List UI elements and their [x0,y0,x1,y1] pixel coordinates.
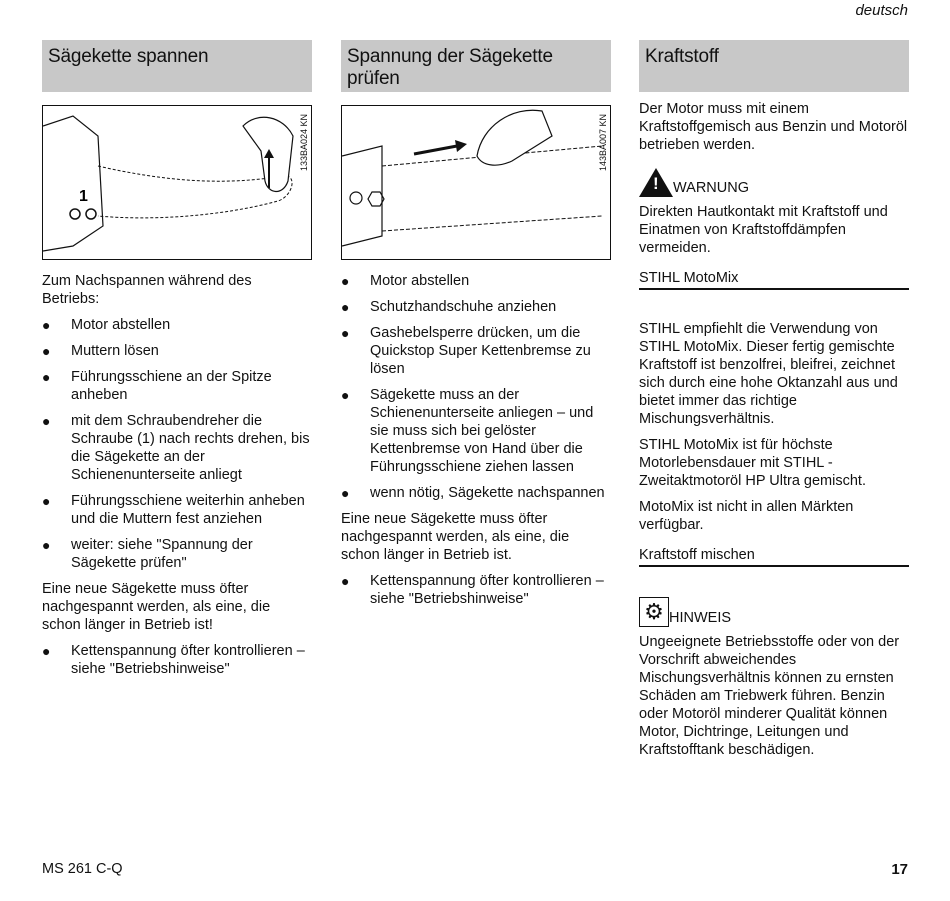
list-item: ● Motor abstellen [341,272,611,290]
list-item: ● Sägekette muss an der Schienenunterseite anliegen – und sie muss sich bei gelöster Kettenbremse von Hand über die Führungsschiene ziehen lassen [341,386,611,476]
warning-icon: ! [639,168,673,197]
steps-list-2 [341,572,611,608]
list-item: ● Muttern lösen [42,342,312,360]
intro-text: Zum Nachspannen während des Betriebs: [42,273,252,307]
subheading-fuel-mixing: Kraftstoff mischen [639,546,909,567]
steps-list [42,316,312,572]
chain-tensioning-illustration [43,106,311,258]
figure-check-tension [341,105,611,260]
section-title: Kraftstoff [639,40,909,92]
section-chain-tensioning [42,40,312,686]
steps-list [341,272,611,502]
subheading-motomix: STIHL MotoMix [639,269,909,290]
section-fuel [639,40,909,767]
list-item: ● Kettenspannung öfter kontrollieren – siehe "Betriebshinweise" [42,642,312,678]
section-title: Spannung der Sägekette prüfen [341,40,611,92]
paragraph: STIHL MotoMix ist für höchste Motorlebensdauer mit STIHL - Zweitaktmotoröl HP Ultra gemischt. [639,437,866,489]
warning-heading [639,168,909,197]
warning-label: WARNUNG [673,180,749,196]
intro-text: Der Motor muss mit einem Kraftstoffgemisch aus Benzin und Motoröl betrieben werden. [639,101,908,153]
note-text: Eine neue Sägekette muss öfter nachgespannt werden, als eine, die schon länger in Betrieb ist! [42,581,271,633]
figure-code: 133BA024 KN [299,114,309,172]
list-item: ● mit dem Schraubendreher die Schraube (1) nach rechts drehen, bis die Sägekette an der Schienenunterseite anliegt [42,412,312,484]
section-title: Sägekette spannen [42,40,312,92]
model-label: MS 261 C-Q [42,861,123,877]
paragraph: STIHL empfiehlt die Verwendung von STIHL MotoMix. Dieser fertig gemischte Kraftstoff ist benzolfrei, bleifrei, zeichnet sich durch eine hohe Oktanzahl aus und bietet immer das richtige Mischungsverhältnis. [639,321,898,427]
notice-text: Ungeeignete Betriebsstoffe oder von der Vorschrift abweichendes Mischungsverhältnis können zu ernsten Schäden am Triebwerk führen. Benzin oder Motoröl minderer Qualität können Motor, Dichtringe, Leitungen und Kraftstofftank beschädigen. [639,634,900,758]
list-item: ● Führungsschiene an der Spitze anheben [42,368,312,404]
notice-label: HINWEIS [669,610,732,626]
notice-heading [639,597,909,627]
steps-list-2 [42,642,312,678]
page-number: 17 [891,861,908,878]
figure-chain-tensioning [42,105,312,260]
paragraph: MotoMix ist nicht in allen Märkten verfügbar. [639,499,854,533]
list-item: ● wenn nötig, Sägekette nachspannen [341,484,611,502]
list-item: ● Schutzhandschuhe anziehen [341,298,611,316]
figure-callout-1: 1 [79,188,88,205]
list-item: ● Motor abstellen [42,316,312,334]
list-item: ● Kettenspannung öfter kontrollieren – siehe "Betriebshinweise" [341,572,611,608]
list-item: ● Führungsschiene weiterhin anheben und die Muttern fest anziehen [42,492,312,528]
list-item: ● Gashebelsperre drücken, um die Quickstop Super Kettenbremse zu lösen [341,324,611,378]
section-check-tension [341,40,611,616]
list-item: ● weiter: siehe "Spannung der Sägekette prüfen" [42,536,312,572]
language-label: deutsch [855,2,908,19]
figure-code: 143BA007 KN [598,114,608,172]
note-text: Eine neue Sägekette muss öfter nachgespannt werden, als eine, die schon länger in Betrieb ist. [341,511,570,563]
gear-icon: ⚙ [639,597,669,627]
warning-text: Direkten Hautkontakt mit Kraftstoff und Einatmen von Kraftstoffdämpfen vermeiden. [639,204,888,256]
check-tension-illustration [342,106,610,258]
